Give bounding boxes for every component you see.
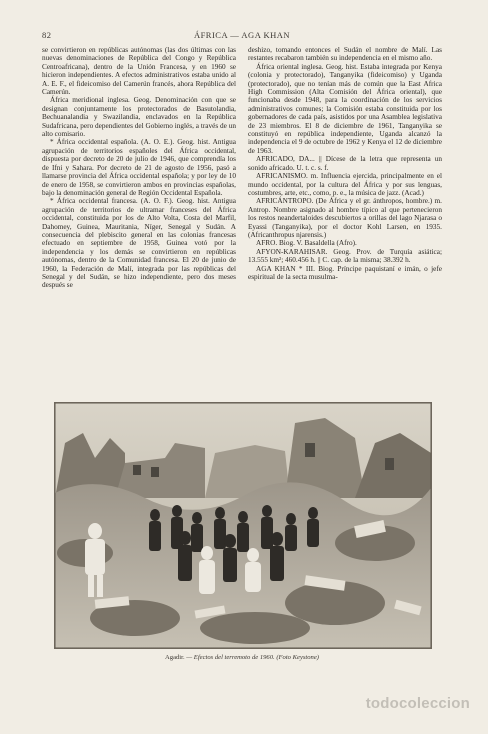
- running-head: ÁFRICA — AGA KHAN: [193, 30, 291, 40]
- right-entry-6: AFRO. Biog. V. Basaldella (Afro).: [256, 239, 357, 248]
- right-entry-5: AFRICÁNTROPO. (De África y el gr. ánthropos, hombre.) m. Antrop. Nombre asignado al hombre típico al que pertenecieron los restos neandertaloides descubiertos a orillas del lago Njarasa o Eyassi (Tanganyika), por el doctor Kohl Larsen, en 1935. (Africanthropus njarensis.): [248, 197, 442, 239]
- right-entry-4: AFRICANISMO. m. Influencia ejercida, principalmente en el mundo occidental, por la cultura del África y por sus lenguas, costumbres, arte, etc., como, p. e., la música de jazz. (Acad.): [248, 172, 442, 197]
- earthquake-photo: [54, 402, 432, 649]
- right-entry-8: AGA KHAN * III. Biog. Príncipe paquistaní e imán, o jefe espiritual de la secta musulma-: [248, 264, 442, 281]
- left-entry-3: * África occidental española. (A. O. E.). Geog. hist. Antigua agrupación de territorios españoles del África occidental, dispuesta por decreto de 20 de julio de 1946, que comprendía los de Ifni y Sahara. Por decreto de 21 de agosto de 1956, pasó a llamarse provincia del África occidental española; y por ley de 10 de enero de 1958, se convirtieron ambos en provincias españolas, bajo la denominación general de Región Occidental Española.: [42, 138, 236, 197]
- left-entry-2: África meridional inglesa. Geog. Denominación con que se designan conjuntamente los protectorados de Basutolandia, Bechuanalandia y Swazilandia, enclavados en la República Sudafricana, pero dependientes del Gobierno inglés, a través de un alto comisario.: [42, 96, 236, 139]
- caption-place: Agadir.: [165, 654, 185, 661]
- encyclopedia-page: [42, 26, 442, 688]
- right-column: [248, 46, 442, 404]
- left-column: [42, 46, 236, 404]
- right-entry-7: AFYON-KARAHISAR. Geog. Prov. de Turquía asiática; 13.555 km²; 460.456 h. || C. cap. de la misma; 38.392 h.: [248, 247, 442, 265]
- page-number: 82: [42, 30, 52, 40]
- right-entry-1: deshizo, tomando entonces el Sudán el nombre de Malí. Las restantes recabaron también su independencia en el mismo año.: [248, 46, 442, 63]
- left-entry-4: * África occidental francesa. (A. O. F.). Geog. hist. Antigua agrupación de territorios de ultramar franceses del África occidental, constituida por los de Alto Volta, Costa del Marfil, Dahomey, Guinea, Mauritania, Níger, Senegal y Sudán. A consecuencia del plebiscito general en las colonias francesas efectuado en septiembre de 1958, Guinea votó por la independencia y los demás se convirtieron en repúblicas autónomas, dentro de la Comunidad francesa. El 20 de junio de 1960, la Federación de Malí, integrada por las repúblicas del Senegal y del Sudán, se hizo independiente, pero dos meses después se: [42, 197, 236, 290]
- right-entry-2: África oriental inglesa. Geog. hist. Estaba integrada por Kenya (colonia y protectorado), Tanganyika (fideicomiso) y Uganda (protectorado), que no tenían más de común que la East Africa High Commission (Alta Comisión del África oriental), que funcionaba desde 1948, para la coordinación de los servicios administrativos comunes; la Comisión estaba constituida por los gobernadores de cada país, asistidos por una Asamblea legislativa de 23 miembros. El 8 de diciembre de 1961, Tanganyika se constituyó en república independiente, Uganda alcanzó la independencia el 9 de octubre de 1962 y Kenya el 12 de diciembre de 1963.: [248, 62, 442, 155]
- earthquake-photo-illustration: [55, 403, 431, 648]
- right-entry-3: AFRICADO, DA... || Dícese de la letra que representa un sonido africado. U. t. c. s. f.: [248, 155, 442, 172]
- photo-caption: [42, 654, 442, 661]
- left-entry-1: se convirtieron en repúblicas autónomas (las dos últimas con las nuevas denominaciones de República del Congo y República Centroafricana), dentro de la Unión Francesa, y en 1960 se hicieron independientes. A efectos administrativos estaba unido al A. E. F., el fideicomiso del Camerún francés, ahora República del Camerún.: [42, 46, 236, 97]
- caption-text: — Efectos del terremoto de 1960. (Foto Keystone): [186, 654, 319, 661]
- watermark: todocoleccion: [365, 695, 470, 712]
